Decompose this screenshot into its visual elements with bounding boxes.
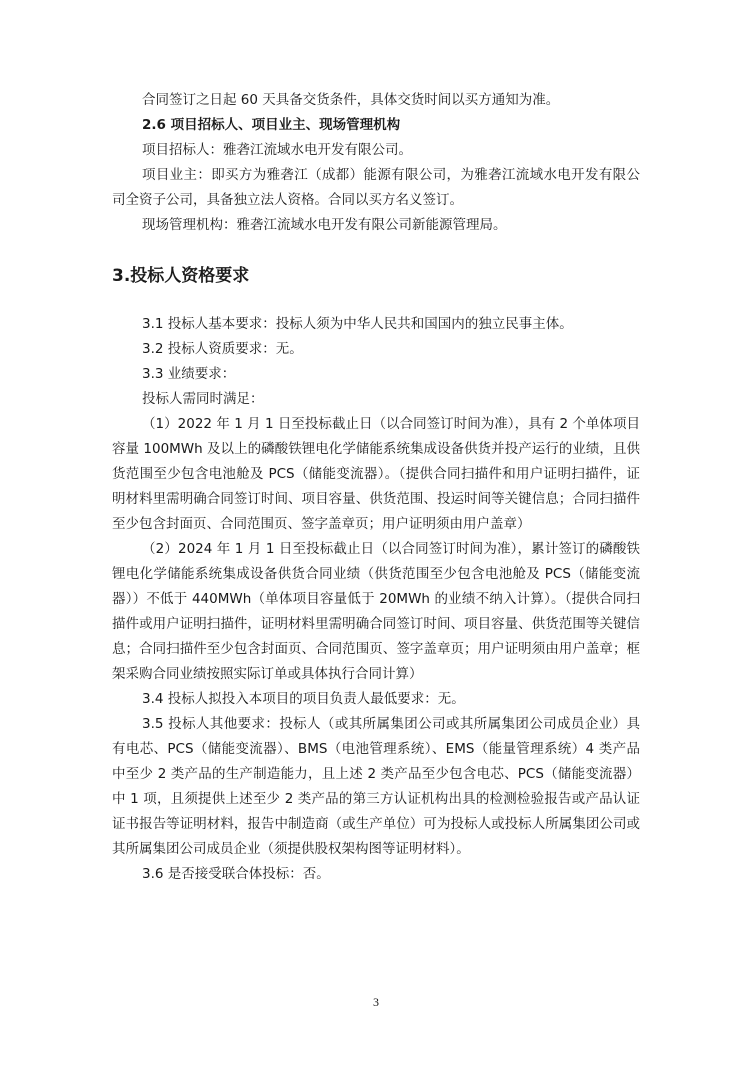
paragraph-3-1: 3.1 投标人基本要求：投标人须为中华人民共和国国内的独立民事主体。 (142, 316, 573, 332)
section-3-heading: 3.投标人资格要求 (112, 266, 250, 286)
site-management-paragraph: 现场管理机构：雅砻江流域水电开发有限公司新能源管理局。 (142, 217, 507, 233)
paragraph-3-2: 3.2 投标人资质要求：无。 (142, 341, 303, 357)
delivery-paragraph: 合同签订之日起 60 天具备交货条件，具体交货时间以买方通知为准。 (142, 92, 560, 108)
page-number: 3 (373, 995, 379, 1009)
paragraph-3-6: 3.6 是否接受联合体投标：否。 (142, 866, 330, 882)
heading-2-6: 2.6 项目招标人、项目业主、现场管理机构 (142, 117, 401, 133)
paragraph-3-4: 3.4 投标人拟投入本项目的项目负责人最低要求：无。 (142, 691, 465, 707)
paragraph-3-5: 3.5 投标人其他要求：投标人（或其所属集团公司或其所属集团公司成员企业）具有电芯、PCS（储能变流器）、BMS（电池管理系统）、EMS（能量管理系统）4 类产品中至少 2 类产品的生产制造能力，且上述 2 类产品至少包含电芯、PCS（储能变流器）中 1 项，且须提供上述至少 2 类产品的第三方认证机构出具的检测检验报告或产品认证证书报告等证明材料，报告中制造商（或生产单位）可为投标人或投标人所属集团公司或其所属集团公司成员企业（须提供股权架构图等证明材料）。 (112, 716, 640, 857)
paragraph-3-3-item-2: （2）2024 年 1 月 1 日至投标截止日（以合同签订时间为准），累计签订的磷酸铁锂电化学储能系统集成设备供货合同业绩（供货范围至少包含电池舱及 PCS（储能变流器））不低于 440MWh（单体项目容量低于 20MWh 的业绩不纳入计算）。（提供合同扫描件或用户证明扫描件，证明材料里需明确合同签订时间、项目容量、供货范围等关键信息；合同扫描件至少包含封面页、合同范围页、签字盖章页；用户证明须由用户盖章；框架采购合同业绩按照实际订单或具体执行合同计算） (112, 541, 640, 682)
paragraph-3-3-intro: 投标人需同时满足： (142, 391, 264, 407)
paragraph-3-3: 3.3 业绩要求： (142, 366, 236, 382)
tenderer-paragraph: 项目招标人：雅砻江流域水电开发有限公司。 (142, 142, 412, 158)
paragraph-3-3-item-1: （1）2022 年 1 月 1 日至投标截止日（以合同签订时间为准），具有 2 个单体项目容量 100MWh 及以上的磷酸铁锂电化学储能系统集成设备供货并投产运行的业绩，且供货范围至少包含电池舱及 PCS（储能变流器）。（提供合同扫描件和用户证明扫描件，证明材料里需明确合同签订时间、项目容量、供货范围、投运时间等关键信息；合同扫描件至少包含封面页、合同范围页、签字盖章页；用户证明须由用户盖章） (112, 416, 640, 532)
owner-paragraph: 项目业主：即买方为雅砻江（成都）能源有限公司，为雅砻江流域水电开发有限公司全资子公司，具备独立法人资格。合同以买方名义签订。 (112, 167, 640, 208)
